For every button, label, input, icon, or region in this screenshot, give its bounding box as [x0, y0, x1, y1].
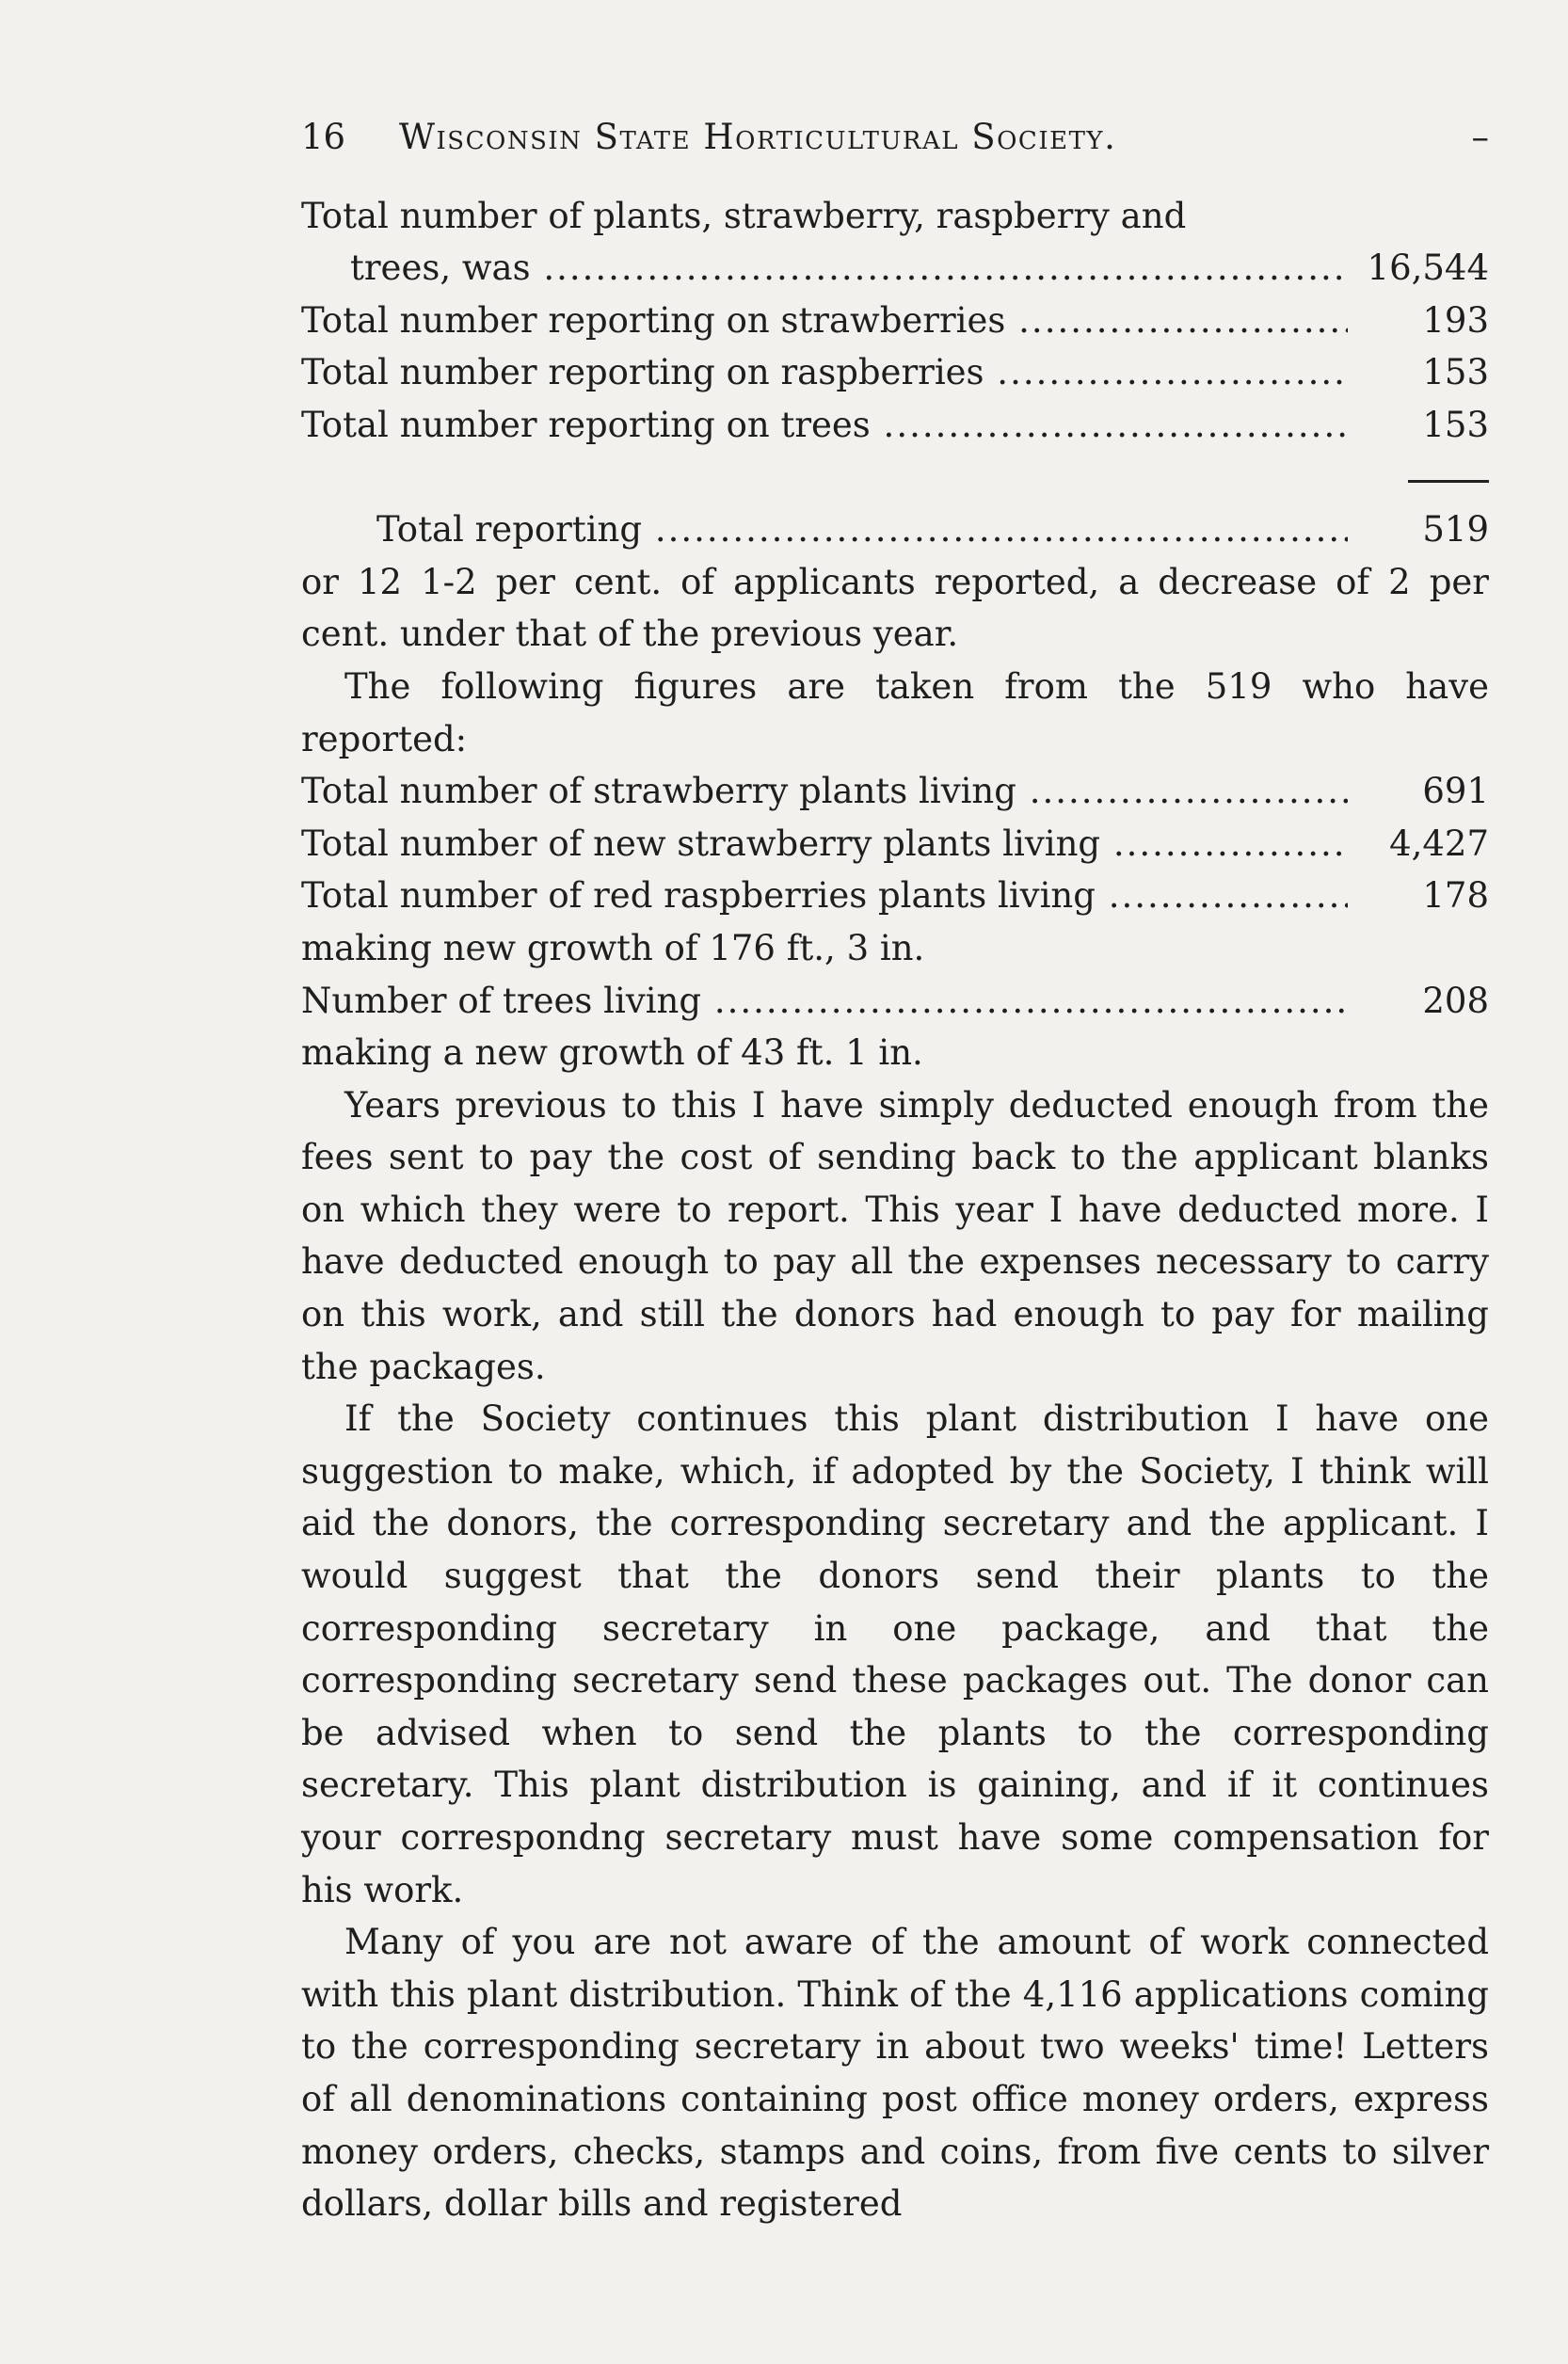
row-label: Total number of strawberry plants living ..... [301, 765, 1348, 818]
row-label: Total number of new strawberry plants living ..... [301, 818, 1348, 871]
row-label: Total reporting ..... [301, 503, 1348, 556]
corner-mark: – [1471, 117, 1489, 157]
row-value: 16,544 [1367, 248, 1489, 289]
row-label: Number of trees living ..... [301, 975, 1348, 1028]
page-number: 16 [301, 117, 346, 157]
row-value: 519 [1422, 509, 1489, 551]
row-value: 691 [1422, 771, 1489, 812]
summary-row-total [301, 503, 1489, 556]
paragraph-fees: Years previous to this I have simply deducted enough from the fees sent to pay the cost of sending back to the applicant blanks on which they were to report. This year I have deducted more. I have deducted enough to pay all the expenses necessary to carry on this work, and still the donors had enough to pay for mailing the packages. [301, 1084, 1489, 1387]
summary-row-raspberries [301, 346, 1489, 399]
summary-row-trees-reporting [301, 399, 1489, 452]
after-total-text: or 12 1-2 per cent. of applicants reported, a decrease of 2 per cent. under that of the previous year. [301, 561, 1489, 655]
summary-intro-line: Total number of plants, strawberry, raspberry and [301, 195, 1187, 236]
summary-row-strawberries [301, 295, 1489, 347]
running-header [301, 111, 1489, 164]
figures-row-trees [301, 975, 1489, 1028]
raspberries-growth: making new growth of 176 ft., 3 in. [301, 927, 925, 968]
summary-table [301, 190, 1489, 556]
figures-table [301, 765, 1489, 1079]
row-value: 208 [1422, 980, 1489, 1021]
running-title: Wisconsin State Horticultural Society. [399, 117, 1117, 157]
figures-row-red-raspberries [301, 870, 1489, 922]
figures-row-new-strawberry [301, 818, 1489, 871]
row-label: trees, was ..... [301, 242, 1348, 295]
row-value: 178 [1422, 875, 1489, 917]
trees-growth: making a new growth of 43 ft. 1 in. [301, 1032, 923, 1074]
sum-rule [301, 452, 1489, 504]
paragraph-suggestion: If the Society continues this plant distribution I have one suggestion to make, which, if adopted by the Society, I think will aid the donors, the corresponding secretary and the applicant. I would suggest that the donors send their plants to the corresponding secretary in one package, and that the corresponding secretary send these packages out. The donor can be advised when to send the plants to the corresponding secretary. This plant distribution is gaining, and if it continues your correspondng secretary must have some compensation for his work. [301, 1398, 1489, 1910]
row-value: 153 [1422, 404, 1489, 445]
row-label: Total number reporting on strawberries ..... [301, 295, 1348, 347]
row-value: 153 [1422, 352, 1489, 393]
row-label: Total number reporting on raspberries ..... [301, 346, 1348, 399]
book-page [301, 111, 1489, 2230]
row-label: Total number of red raspberries plants living ..... [301, 870, 1348, 922]
summary-row-trees [301, 242, 1489, 295]
paragraph-workload: Many of you are not aware of the amount of work connected with this plant distribution. Think of the 4,116 applications coming to the corresponding secretary in about two weeks' time! Letters of all denominations containing post office money orders, express money orders, checks, stamps and coins, from five cents to silver dollars, dollar bills and registered [301, 1922, 1489, 2225]
row-label: Total number reporting on trees ..... [301, 399, 1348, 452]
row-value: 193 [1422, 299, 1489, 341]
figures-row-strawberry [301, 765, 1489, 818]
figures-intro: The following figures are taken from the 519 who have reported: [301, 665, 1489, 759]
row-value: 4,427 [1389, 823, 1489, 864]
